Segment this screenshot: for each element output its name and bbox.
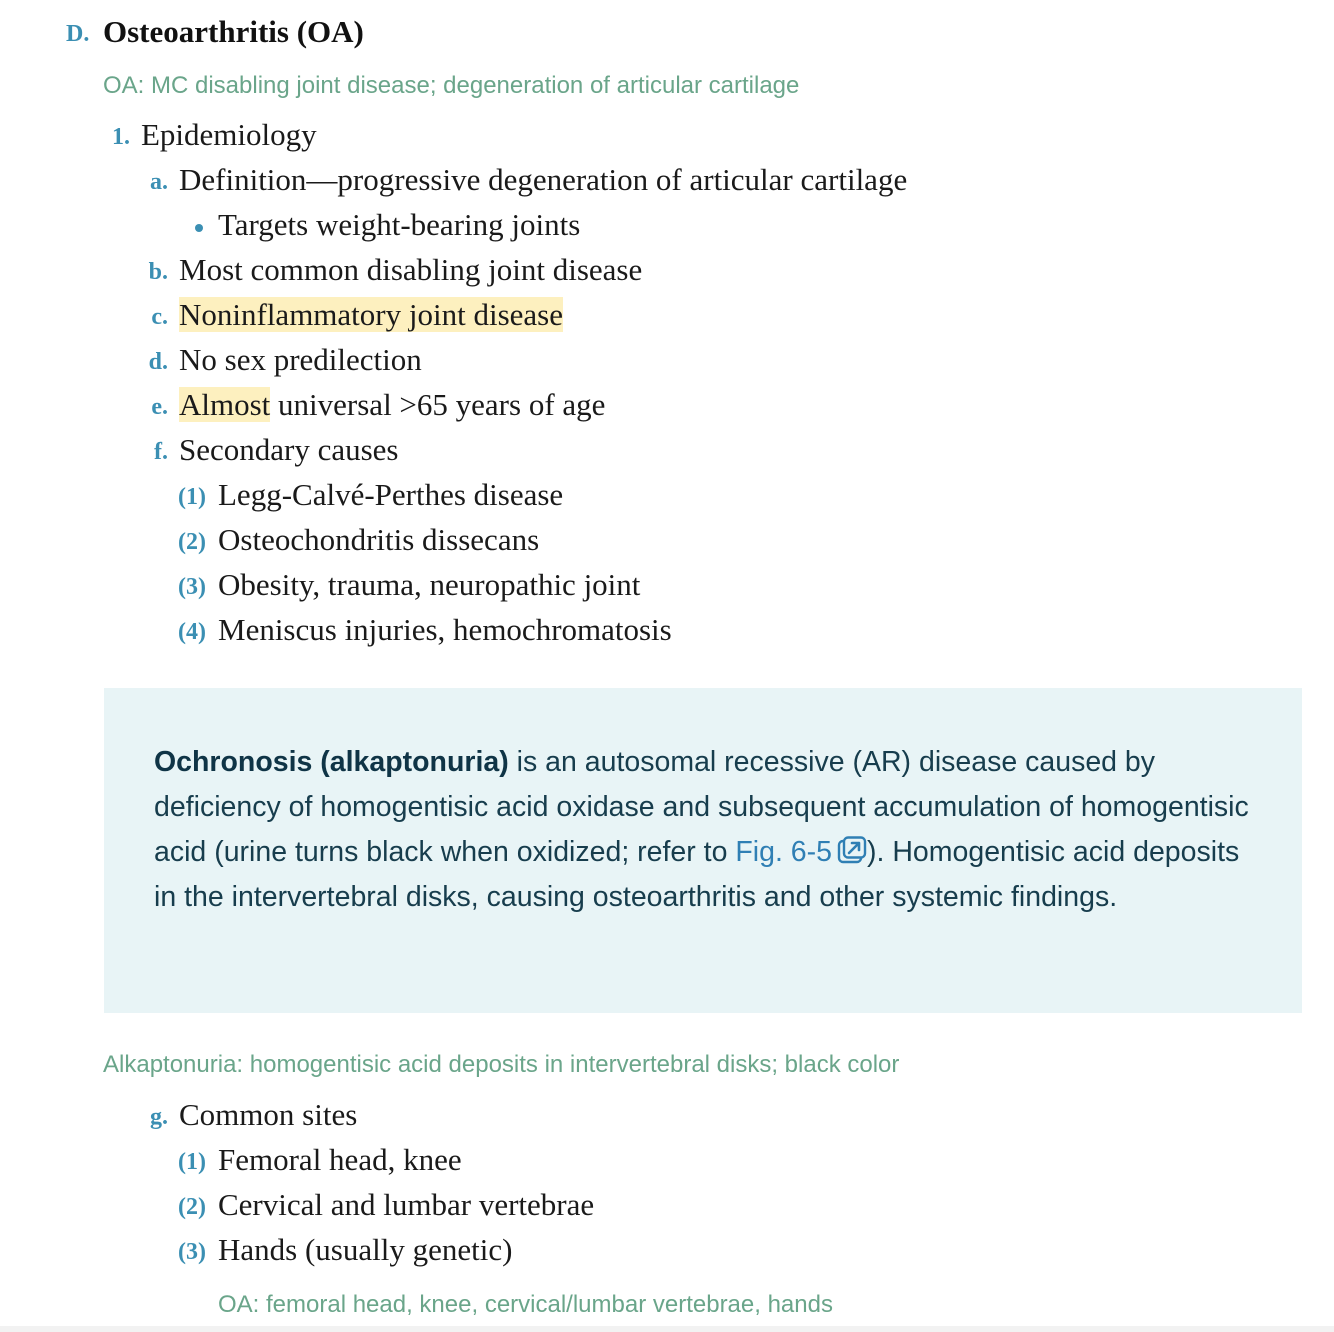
margin-note-oa-sites: OA: femoral head, knee, cervical/lumbar vertebrae, hands	[218, 1291, 833, 1318]
list-marker-f: f.	[154, 439, 168, 465]
highlight-noninflammatory: Noninflammatory joint disease	[179, 297, 563, 332]
callout-term: Ochronosis (alkaptonuria)	[154, 746, 509, 778]
list-item-most-common: Most common disabling joint disease	[179, 252, 643, 287]
age-text: universal >65 years of age	[270, 387, 606, 422]
sublist-item-obesity: Obesity, trauma, neuropathic joint	[218, 567, 641, 602]
bullet-dot	[195, 224, 203, 232]
sublist-item-femoral-head: Femoral head, knee	[218, 1142, 462, 1177]
list-marker-b: b.	[148, 259, 168, 285]
figure-link-label: Fig. 6-5	[735, 836, 832, 868]
sublist-item-legg-calve-perthes: Legg-Calvé-Perthes disease	[218, 477, 564, 512]
margin-note-oa-summary: OA: MC disabling joint disease; degeneration of articular cartilage	[103, 72, 800, 99]
figure-link[interactable]	[735, 836, 867, 868]
callout-body-2: ). Homogentisic acid deposits in the intervertebral disks, causing osteoarthritis and other systemic findings.	[154, 836, 1240, 913]
list-item-definition: Definition—progressive degeneration of articular cartilage	[179, 162, 908, 197]
list-marker-g: g.	[150, 1104, 168, 1130]
list-item-common-sites: Common sites	[179, 1097, 358, 1132]
sublist-marker-f4: (4)	[178, 619, 206, 645]
margin-note-alkaptonuria: Alkaptonuria: homogentisic acid deposits in intervertebral disks; black color	[103, 1051, 900, 1078]
section-title: Osteoarthritis (OA)	[103, 14, 364, 49]
sublist-marker-g2: (2)	[178, 1194, 206, 1220]
callout-box	[104, 688, 1302, 1013]
list-marker-e: e.	[151, 394, 168, 420]
list-item-sex-predilection: No sex predilection	[179, 342, 422, 377]
list-marker-a: a.	[150, 169, 168, 195]
bottom-edge	[0, 1326, 1334, 1332]
callout-text	[154, 740, 1264, 920]
external-link-icon	[837, 836, 867, 864]
sublist-marker-f1: (1)	[178, 484, 206, 510]
list-item-weight-bearing: Targets weight-bearing joints	[218, 207, 581, 242]
sublist-marker-g3: (3)	[178, 1239, 206, 1265]
sublist-item-osteochondritis: Osteochondritis dissecans	[218, 522, 540, 557]
callout-body-1: is an autosomal recessive (AR) disease caused by deficiency of homogentisic acid oxidase and subsequent accumulation of homogentisic acid (urine turns black when oxidized; refer to	[154, 746, 1249, 868]
section-marker: D.	[66, 21, 90, 47]
sublist-item-meniscus: Meniscus injuries, hemochromatosis	[218, 612, 672, 647]
list-item-noninflammatory	[179, 295, 563, 335]
sublist-marker-g1: (1)	[178, 1149, 206, 1175]
list-item-age	[179, 385, 605, 425]
list-marker-c: c.	[151, 304, 168, 330]
highlight-almost: Almost	[179, 387, 271, 422]
epidemiology-heading: Epidemiology	[141, 117, 317, 152]
sublist-item-vertebrae: Cervical and lumbar vertebrae	[218, 1187, 595, 1222]
list-marker-d: d.	[148, 349, 168, 375]
sublist-marker-f2: (2)	[178, 529, 206, 555]
list-marker-1: 1.	[112, 124, 130, 150]
list-item-secondary-causes: Secondary causes	[179, 432, 399, 467]
sublist-marker-f3: (3)	[178, 574, 206, 600]
sublist-item-hands: Hands (usually genetic)	[218, 1232, 513, 1267]
